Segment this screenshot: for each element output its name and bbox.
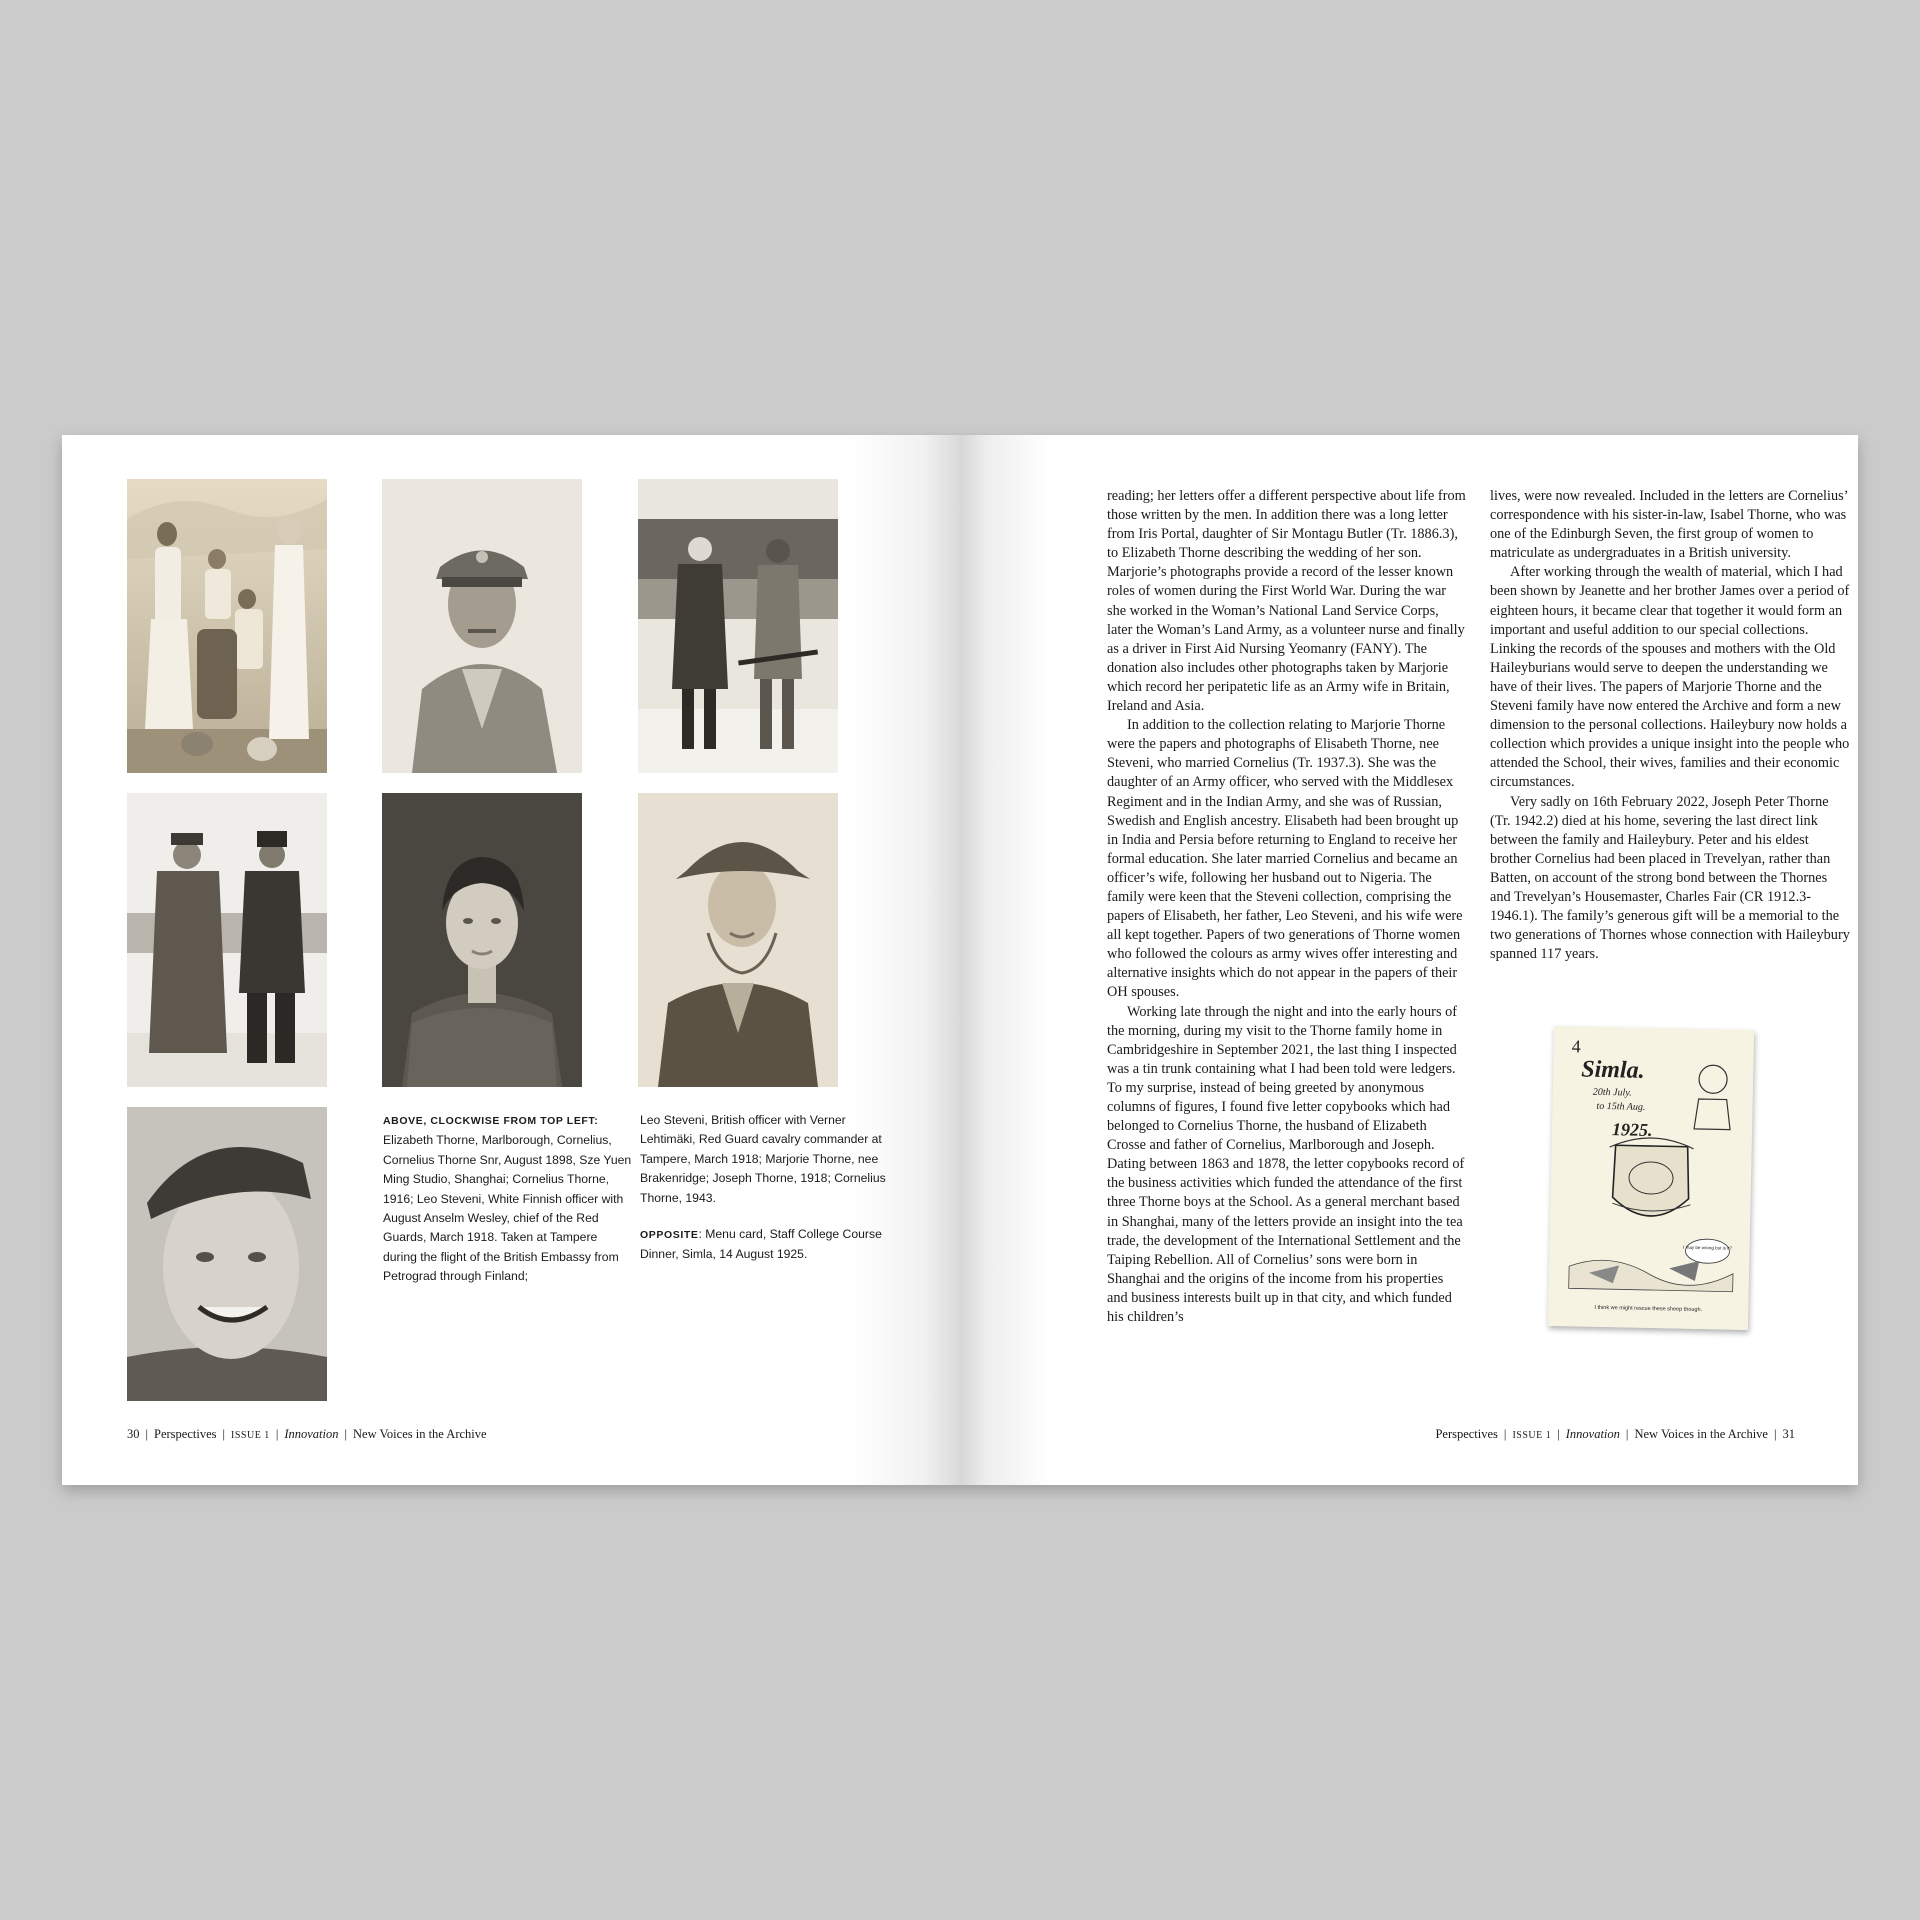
caption-text-1: Elizabeth Thorne, Marlborough, Cornelius, Cornelius Thorne Snr, August 1898, Sze Yuen Ming Studio, Shanghai; Cornelius Thorne, 1916; Leo Steveni, White Finnish officer with August Anselm Wesley, chief of the Red Guards, March 1918. Taken at Tampere during the flight of the British Embassy from Petrograd through Finland; bbox=[383, 1133, 632, 1284]
publication-name: Perspectives bbox=[1435, 1427, 1498, 1441]
article-title: New Voices in the Archive bbox=[1634, 1427, 1768, 1441]
col1-paragraph: Working late through the night and into the early hours of the morning, during my visit to the Thorne family home in Cambridgeshire in September 2021, the last thing I inspected was a tin trunk containing what I had been told were ledgers. To my surprise, instead of being greeted by anonymous columns of figures, I found five letter copybooks which had belonged to Cornelius Thorne, the husband of Elizabeth Crosse and father of Cornelius, Marlborough and Joseph. Dating between 1863 and 1878, the letter copybooks record of the business activities which funded the attendance of the first three Thorne boys at the School. As a general merchant based in Shanghai, many of the letters provide an insight into the tea trade, the development of the International Settlement and the Taiping Rebellion. All of Cornelius’ sons were born in Shanghai and the origins of the income from his properties and business interests built up in that city, and which funded his children’s bbox=[1107, 1003, 1465, 1326]
photo-cornelius-thorne-1916 bbox=[382, 479, 582, 773]
photo-marjorie-thorne bbox=[382, 793, 582, 1087]
col1-paragraph: In addition to the collection relating to Marjorie Thorne were the papers and photographs of Elisabeth Thorne, nee Steveni, who married Cornelius (Tr. 1937.3). She was the daughter of an Army officer, who served with the Middlesex Regiment and in the Indian Army, and she was of Russian, Swedish and English ancestry. Elisabeth had been brought up in India and Persia before returning to England to receive her formal education. She later married Cornelius and became an officer’s wife, following her husband out to Nigeria. The family were keen that the Steveni collection, comprising the papers of Elisabeth, her father, Leo Steveni, and his wife were all kept together. Papers of two generations of Thorne women who followed the colours as army wives offer interesting and alternative insights which do not appear in the papers of their OH spouses. bbox=[1107, 717, 1463, 1001]
photo-thorne-family-1898 bbox=[127, 479, 327, 773]
article-title: New Voices in the Archive bbox=[353, 1427, 487, 1441]
article-column-1 bbox=[1107, 487, 1467, 1327]
menu-card-place: Simla. bbox=[1580, 1056, 1645, 1084]
photo-cornelius-thorne-1943 bbox=[127, 1107, 327, 1401]
menu-card-number: 4 bbox=[1571, 1036, 1581, 1057]
right-folio: Perspectives | ISSUE 1 | Innovation | New Voices in the Archive | 31 bbox=[1435, 1427, 1795, 1441]
magazine-spread bbox=[62, 435, 1858, 1485]
menu-card-simla-1925 bbox=[1548, 1026, 1754, 1330]
caption-opposite-lead: OPPOSITE bbox=[640, 1229, 699, 1242]
page-number-right: 31 bbox=[1782, 1427, 1795, 1441]
col2-paragraph: lives, were now revealed. Included in the letters are Cornelius’ correspondence with his sister-in-law, Isabel Thorne, who was one of the Edinburgh Seven, the first group of women to matriculate as undergraduates in a British university. bbox=[1490, 488, 1848, 562]
col2-paragraph: After working through the wealth of material, which I had been shown by Jeanette and her brother James over a period of eighteen hours, it became clear that together it would form an important and useful addition to our special collections. Linking the records of the spouses and mothers with the Old Haileyburians would serve to deepen the understanding we have of their lives. The papers of Marjorie Thorne and the Steveni family have now entered the Archive and form a new dimension to the personal collections. Haileybury now holds a collection which provides a unique insight into the people who attended the School, their wives, families and their economic circumstances. bbox=[1490, 564, 1850, 791]
photo-leo-steveni-wesley bbox=[638, 479, 838, 773]
issue-label: ISSUE 1 bbox=[231, 1430, 270, 1441]
left-page bbox=[62, 435, 960, 1485]
issue-label: ISSUE 1 bbox=[1512, 1430, 1552, 1441]
col2-paragraph: Very sadly on 16th February 2022, Joseph Peter Thorne (Tr. 1942.2) died at his home, severing the last direct link between the family and Haileybury. Peter and his eldest brother Cornelius had been placed in Trevelyan, rather than Batten, on account of the strong bond between the Thornes and Trevelyan’s Housemaster, Charles Fair (CR 1912.3-1946.1). The family’s generous gift will be a memorial to the two generations of Thornes whose connection with Haileybury spanned 117 years. bbox=[1490, 793, 1850, 963]
section-name: Innovation bbox=[284, 1427, 339, 1441]
menu-card-date-1: 20th July. bbox=[1592, 1086, 1632, 1099]
caption-opposite-text: : Menu card, Staff College Course Dinner, Simla, 14 August 1925. bbox=[640, 1227, 882, 1262]
right-page bbox=[960, 435, 1858, 1485]
left-folio: 30 | Perspectives | ISSUE 1 | Innovation | New Voices in the Archive bbox=[127, 1427, 487, 1441]
photo-leo-steveni-lehtimaki bbox=[127, 793, 327, 1087]
menu-card-year: 1925. bbox=[1611, 1119, 1653, 1141]
photo-joseph-thorne-1918 bbox=[638, 793, 838, 1087]
menu-card-footer: I think we might rescue these sheep though. bbox=[1594, 1304, 1703, 1314]
publication-name: Perspectives bbox=[154, 1427, 217, 1441]
menu-card-bubble: I may be wrong but is it? bbox=[1683, 1244, 1732, 1251]
menu-card-date-2: to 15th Aug. bbox=[1596, 1100, 1646, 1113]
col1-paragraph: reading; her letters offer a different perspective about life from those written by the men. In addition there was a long letter from Iris Portal, daughter of Sir Montagu Butler (Tr. 1886.3), to Elizabeth Thorne describing the wedding of her son. Marjorie’s photographs provide a record of the lesser known roles of women during the First World War. During the war she worked in the Woman’s National Land Service Corps, later the Woman’s Land Army, as a volunteer nurse and finally as a driver in First Aid Nursing Yeomanry (FANY). The donation also includes other photographs taken by Marjorie which record her peripatetic life as an Army wife in Britain, Ireland and Asia. bbox=[1107, 488, 1466, 715]
caption-lead: ABOVE, CLOCKWISE FROM TOP LEFT: bbox=[383, 1115, 599, 1127]
section-name: Innovation bbox=[1565, 1427, 1620, 1441]
article-column-2 bbox=[1490, 487, 1850, 964]
page-number-left: 30 bbox=[127, 1427, 140, 1441]
photo-caption-main bbox=[383, 1111, 633, 1287]
caption-text-2: Leo Steveni, British officer with Verner Lehtimäki, Red Guard cavalry commander at Tampere, March 1918; Marjorie Thorne, nee Brakenridge; Joseph Thorne, 1918; Cornelius Thorne, 1943. bbox=[640, 1113, 886, 1205]
photo-caption-continued bbox=[640, 1111, 890, 1282]
